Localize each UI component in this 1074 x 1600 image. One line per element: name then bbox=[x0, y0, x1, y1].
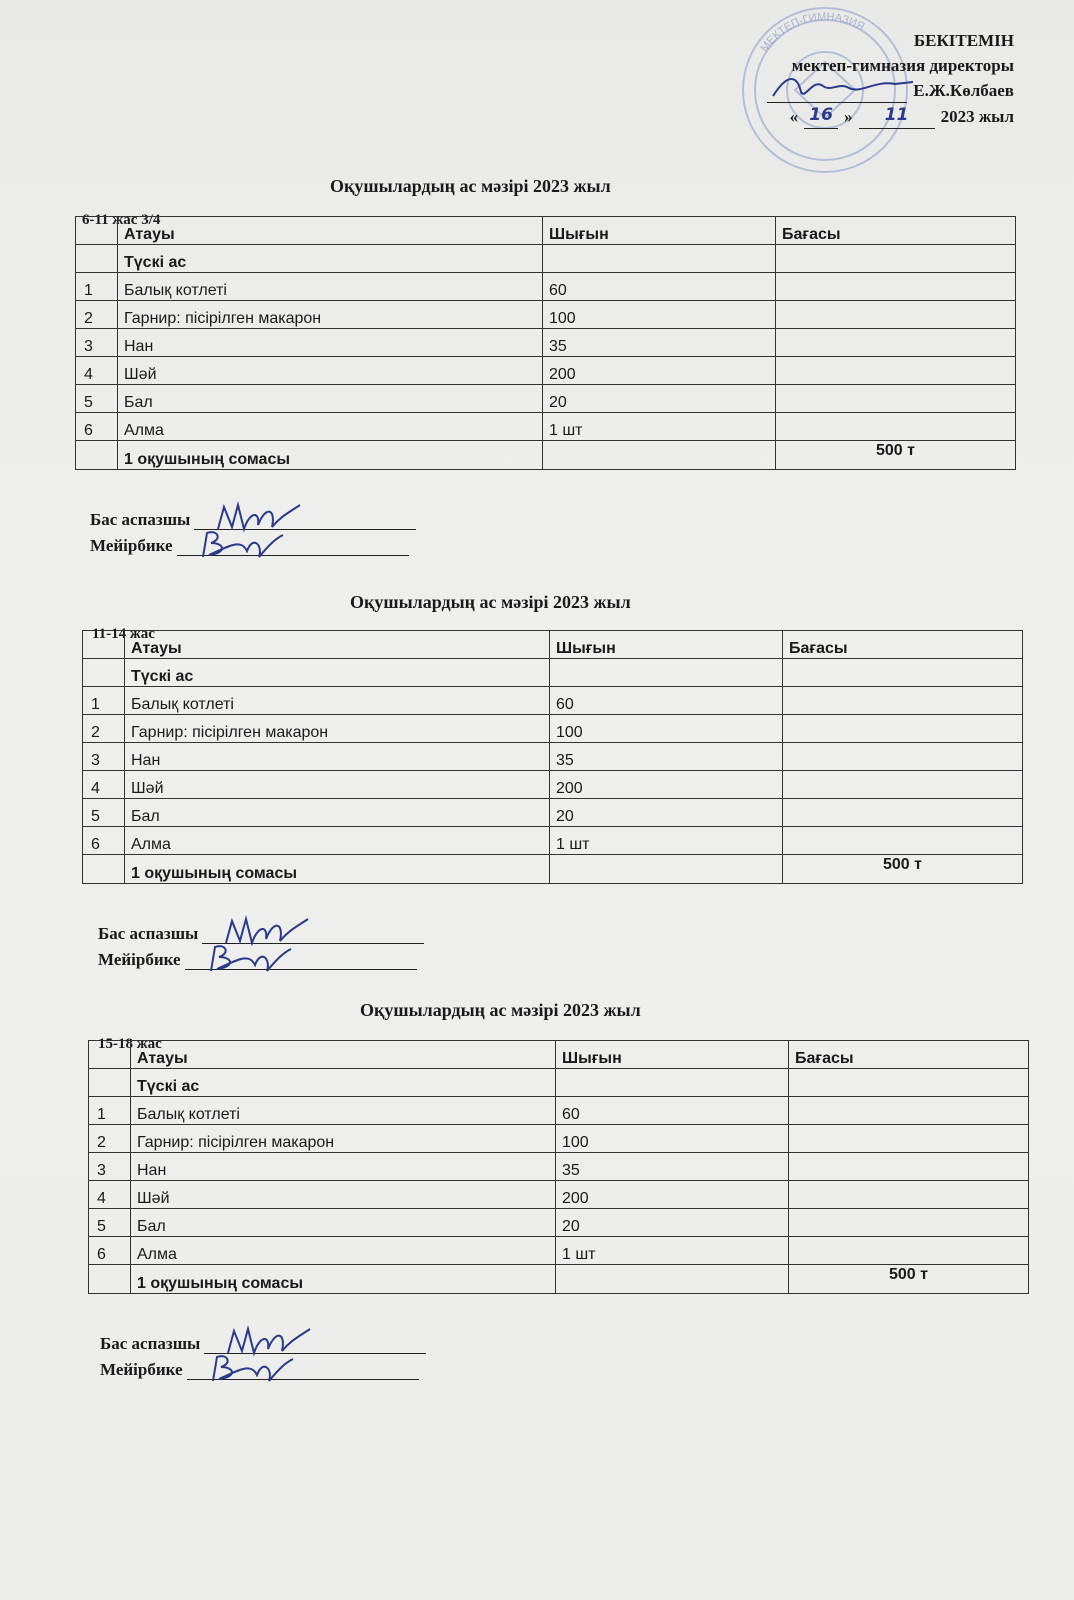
age-group: 11-14 жас bbox=[92, 626, 155, 642]
nurse-signature-icon bbox=[207, 1349, 297, 1389]
meal-row bbox=[89, 1069, 1029, 1097]
menu-table bbox=[88, 1040, 1029, 1294]
item-number: 2 bbox=[83, 715, 125, 743]
item-name: Бал bbox=[125, 799, 550, 827]
header-cell-no bbox=[76, 217, 118, 245]
item-amount: 20 bbox=[543, 385, 776, 413]
nurse-signature-icon bbox=[197, 525, 287, 565]
sum-cell-no bbox=[76, 441, 118, 470]
item-number: 4 bbox=[89, 1181, 131, 1209]
nurse-signature-row bbox=[90, 536, 409, 556]
item-number: 3 bbox=[89, 1153, 131, 1181]
item-amount: 35 bbox=[543, 329, 776, 357]
item-number: 3 bbox=[76, 329, 118, 357]
director-signature-row bbox=[684, 78, 1014, 103]
item-amount: 100 bbox=[543, 301, 776, 329]
header-cell-name: Атауы bbox=[125, 631, 550, 659]
item-number: 1 bbox=[76, 273, 118, 301]
item-number: 6 bbox=[89, 1237, 131, 1265]
item-name: Алма bbox=[118, 413, 543, 441]
item-price bbox=[789, 1237, 1029, 1265]
item-name: Гарнир: пісірілген макарон bbox=[118, 301, 543, 329]
header-cell-price: Бағасы bbox=[789, 1041, 1029, 1069]
item-price bbox=[789, 1181, 1029, 1209]
table-row bbox=[89, 1097, 1029, 1125]
nurse-signature-label: Мейірбике bbox=[98, 950, 181, 969]
meal-cell-amount bbox=[556, 1069, 789, 1097]
item-amount: 100 bbox=[556, 1125, 789, 1153]
director-signature-icon bbox=[767, 70, 917, 104]
item-number: 1 bbox=[83, 687, 125, 715]
item-name: Бал bbox=[131, 1209, 556, 1237]
item-amount: 100 bbox=[550, 715, 783, 743]
item-name: Нан bbox=[131, 1153, 556, 1181]
approval-date bbox=[684, 103, 1014, 129]
table-row bbox=[89, 1125, 1029, 1153]
menu-table bbox=[82, 630, 1023, 884]
header-cell-amount: Шығын bbox=[550, 631, 783, 659]
date-quote-open: « bbox=[789, 107, 799, 126]
item-name: Бал bbox=[118, 385, 543, 413]
age-group: 15-18 жас bbox=[98, 1036, 162, 1052]
meal-row bbox=[83, 659, 1023, 687]
meal-cell-no bbox=[76, 245, 118, 273]
sum-cell-amount bbox=[556, 1265, 789, 1294]
sum-row bbox=[76, 441, 1016, 470]
item-price bbox=[783, 687, 1023, 715]
item-amount: 200 bbox=[550, 771, 783, 799]
item-number: 6 bbox=[83, 827, 125, 855]
item-number: 5 bbox=[83, 799, 125, 827]
chef-signature-label: Бас аспазшы bbox=[100, 1334, 201, 1353]
item-price bbox=[776, 273, 1016, 301]
chef-signature-label: Бас аспазшы bbox=[90, 510, 191, 529]
header-row bbox=[76, 217, 1016, 245]
item-price bbox=[789, 1097, 1029, 1125]
table-row bbox=[83, 827, 1023, 855]
table-row bbox=[76, 385, 1016, 413]
sum-cell-amount bbox=[550, 855, 783, 884]
item-name: Балық котлеті bbox=[131, 1097, 556, 1125]
table-row bbox=[76, 301, 1016, 329]
date-day: 16 bbox=[804, 103, 838, 129]
item-name: Гарнир: пісірілген макарон bbox=[131, 1125, 556, 1153]
header-cell-price: Бағасы bbox=[783, 631, 1023, 659]
item-price bbox=[783, 743, 1023, 771]
item-price bbox=[783, 715, 1023, 743]
item-price bbox=[783, 799, 1023, 827]
sum-row bbox=[83, 855, 1023, 884]
nurse-signature-line bbox=[185, 951, 417, 970]
item-price bbox=[776, 385, 1016, 413]
table-row bbox=[89, 1209, 1029, 1237]
item-amount: 1 шт bbox=[556, 1237, 789, 1265]
table-row bbox=[89, 1181, 1029, 1209]
sum-value: 500 т bbox=[776, 441, 1016, 470]
meal-row bbox=[76, 245, 1016, 273]
item-number: 4 bbox=[76, 357, 118, 385]
item-price bbox=[776, 301, 1016, 329]
meal-cell-name: Түскі ас bbox=[118, 245, 543, 273]
table-row bbox=[76, 273, 1016, 301]
item-amount: 60 bbox=[556, 1097, 789, 1125]
menu-title: Оқушылардың ас мәзірі 2023 жыл bbox=[360, 1000, 641, 1020]
item-number: 3 bbox=[83, 743, 125, 771]
table-row bbox=[89, 1153, 1029, 1181]
director-name: Е.Ж.Көлбаев bbox=[913, 81, 1014, 100]
item-name: Шәй bbox=[125, 771, 550, 799]
item-amount: 60 bbox=[543, 273, 776, 301]
item-number: 1 bbox=[89, 1097, 131, 1125]
menu-title: Оқушылардың ас мәзірі 2023 жыл bbox=[350, 592, 631, 612]
approval-position: мектеп-гимназия директоры bbox=[791, 56, 1014, 75]
nurse-signature-row bbox=[100, 1360, 419, 1380]
menu-table bbox=[75, 216, 1016, 470]
item-number: 4 bbox=[83, 771, 125, 799]
item-name: Нан bbox=[118, 329, 543, 357]
item-price bbox=[776, 357, 1016, 385]
meal-cell-price bbox=[783, 659, 1023, 687]
date-year: 2023 жыл bbox=[940, 107, 1014, 126]
meal-cell-price bbox=[776, 245, 1016, 273]
sum-cell-no bbox=[83, 855, 125, 884]
nurse-signature-icon bbox=[205, 939, 295, 979]
meal-cell-no bbox=[89, 1069, 131, 1097]
sum-value: 500 т bbox=[783, 855, 1023, 884]
item-price bbox=[776, 329, 1016, 357]
date-month: 11 bbox=[859, 103, 935, 129]
item-price bbox=[789, 1125, 1029, 1153]
item-price bbox=[789, 1153, 1029, 1181]
nurse-signature-line bbox=[177, 537, 409, 556]
header-cell-amount: Шығын bbox=[556, 1041, 789, 1069]
item-amount: 200 bbox=[543, 357, 776, 385]
sum-label: 1 оқушының сомасы bbox=[125, 855, 550, 884]
item-price bbox=[776, 413, 1016, 441]
item-name: Гарнир: пісірілген макарон bbox=[125, 715, 550, 743]
item-name: Шәй bbox=[118, 357, 543, 385]
header-cell-price: Бағасы bbox=[776, 217, 1016, 245]
director-signature-line bbox=[767, 82, 907, 103]
meal-cell-name: Түскі ас bbox=[125, 659, 550, 687]
item-number: 6 bbox=[76, 413, 118, 441]
table-row bbox=[83, 799, 1023, 827]
table-row bbox=[76, 357, 1016, 385]
item-number: 5 bbox=[89, 1209, 131, 1237]
item-amount: 1 шт bbox=[543, 413, 776, 441]
table-row bbox=[83, 687, 1023, 715]
item-price bbox=[783, 827, 1023, 855]
nurse-signature-row bbox=[98, 950, 417, 970]
header-cell-no bbox=[89, 1041, 131, 1069]
table-row bbox=[83, 771, 1023, 799]
header-cell-name: Атауы bbox=[131, 1041, 556, 1069]
table-row bbox=[83, 715, 1023, 743]
item-number: 5 bbox=[76, 385, 118, 413]
date-quote-close: » bbox=[844, 107, 853, 126]
item-number: 2 bbox=[76, 301, 118, 329]
item-amount: 20 bbox=[550, 799, 783, 827]
nurse-signature-label: Мейірбике bbox=[90, 536, 173, 555]
item-price bbox=[789, 1209, 1029, 1237]
sum-label: 1 оқушының сомасы bbox=[131, 1265, 556, 1294]
item-amount: 1 шт bbox=[550, 827, 783, 855]
item-amount: 200 bbox=[556, 1181, 789, 1209]
table-row bbox=[83, 743, 1023, 771]
item-name: Балық котлеті bbox=[125, 687, 550, 715]
header-cell-amount: Шығын bbox=[543, 217, 776, 245]
item-price bbox=[783, 771, 1023, 799]
sum-row bbox=[89, 1265, 1029, 1294]
header-cell-no bbox=[83, 631, 125, 659]
item-name: Балық котлеті bbox=[118, 273, 543, 301]
approval-block bbox=[684, 28, 1014, 129]
item-amount: 20 bbox=[556, 1209, 789, 1237]
table-row bbox=[76, 413, 1016, 441]
table-row bbox=[76, 329, 1016, 357]
item-number: 2 bbox=[89, 1125, 131, 1153]
item-amount: 60 bbox=[550, 687, 783, 715]
stamp-text: МЕКТЕП-ГИМНАЗИЯ bbox=[758, 10, 867, 55]
item-name: Шәй bbox=[131, 1181, 556, 1209]
sum-cell-no bbox=[89, 1265, 131, 1294]
item-name: Алма bbox=[125, 827, 550, 855]
meal-cell-name: Түскі ас bbox=[131, 1069, 556, 1097]
sum-label: 1 оқушының сомасы bbox=[118, 441, 543, 470]
meal-cell-price bbox=[789, 1069, 1029, 1097]
item-name: Алма bbox=[131, 1237, 556, 1265]
meal-cell-no bbox=[83, 659, 125, 687]
meal-cell-amount bbox=[543, 245, 776, 273]
age-group: 6-11 жас 3/4 bbox=[82, 212, 161, 228]
menu-title: Оқушылардың ас мәзірі 2023 жыл bbox=[330, 176, 611, 196]
chef-signature-label: Бас аспазшы bbox=[98, 924, 199, 943]
nurse-signature-label: Мейірбике bbox=[100, 1360, 183, 1379]
sum-cell-amount bbox=[543, 441, 776, 470]
header-row bbox=[89, 1041, 1029, 1069]
meal-cell-amount bbox=[550, 659, 783, 687]
header-row bbox=[83, 631, 1023, 659]
nurse-signature-line bbox=[187, 1361, 419, 1380]
item-amount: 35 bbox=[556, 1153, 789, 1181]
table-row bbox=[89, 1237, 1029, 1265]
item-name: Нан bbox=[125, 743, 550, 771]
approval-heading: БЕКІТЕМІН bbox=[913, 31, 1014, 50]
header-cell-name: Атауы bbox=[118, 217, 543, 245]
sum-value: 500 т bbox=[789, 1265, 1029, 1294]
item-amount: 35 bbox=[550, 743, 783, 771]
